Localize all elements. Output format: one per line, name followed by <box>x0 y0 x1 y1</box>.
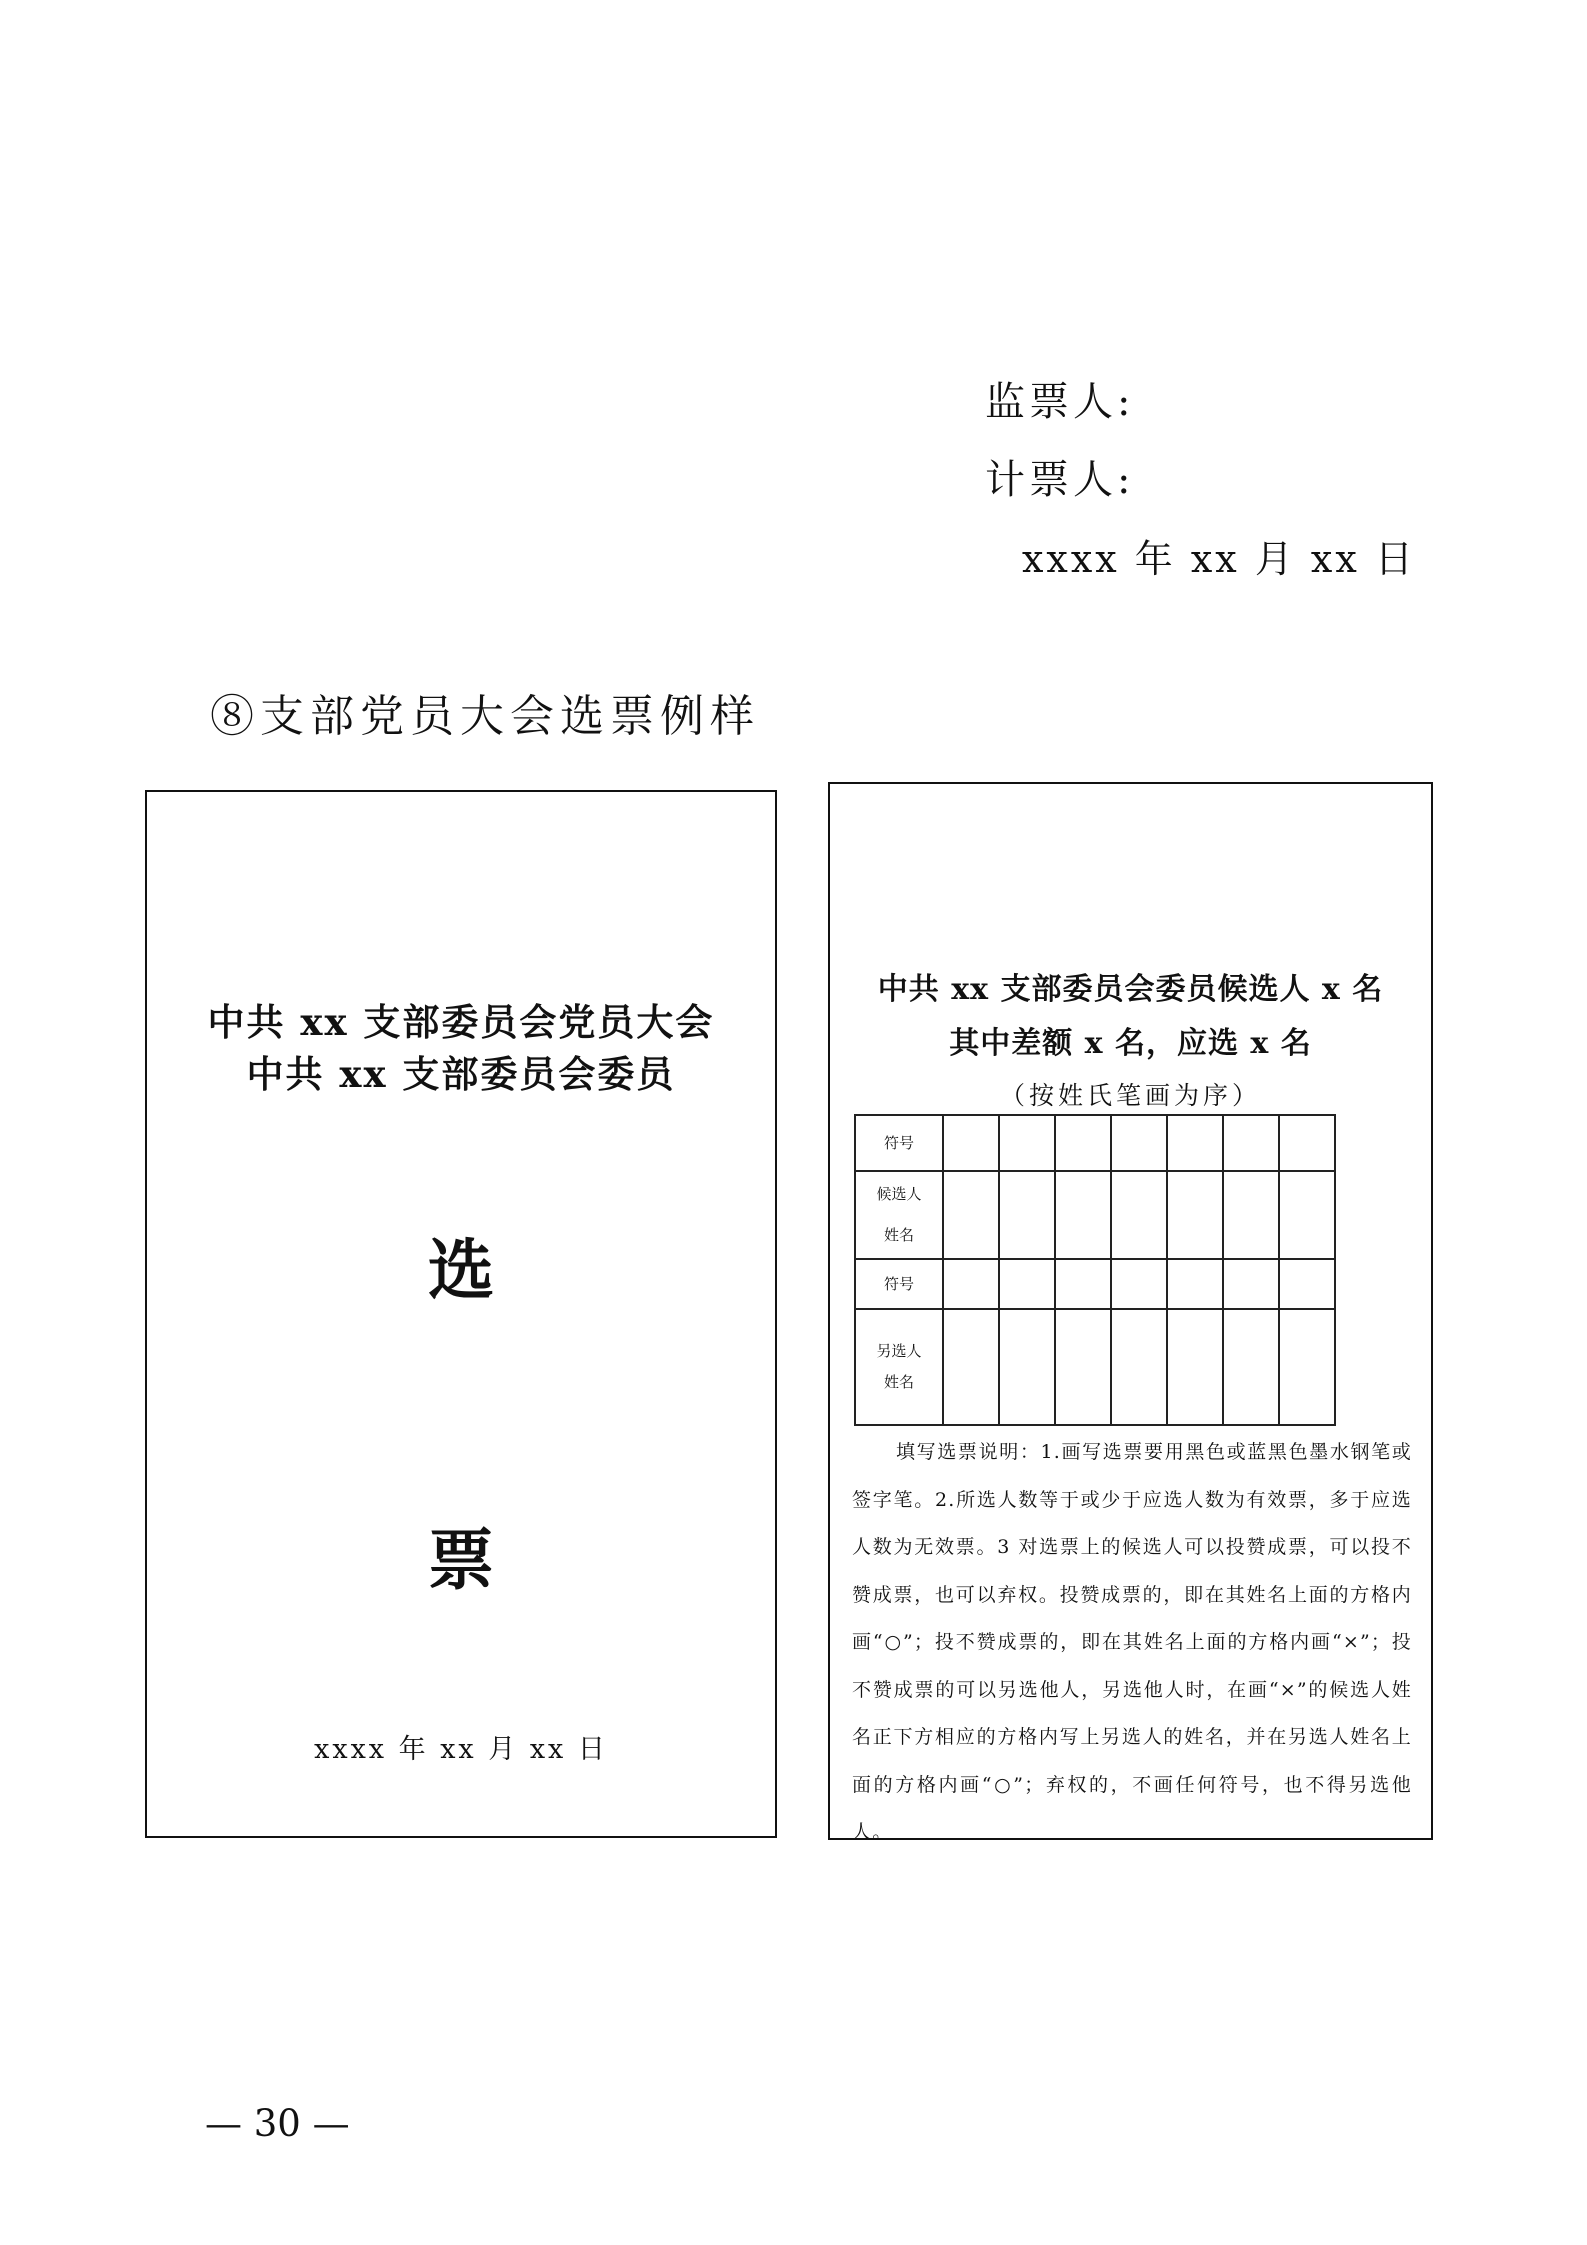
other-name-field[interactable] <box>1055 1309 1111 1425</box>
scrutineer-label: 监票人: <box>985 379 1135 425</box>
other-name-field[interactable] <box>1167 1309 1223 1425</box>
other-vote-box[interactable] <box>1223 1259 1279 1309</box>
other-vote-box[interactable] <box>999 1259 1055 1309</box>
row-label-symbol2: 符号 <box>855 1259 943 1309</box>
vote-box[interactable] <box>943 1115 999 1171</box>
ballot-row-candidate <box>855 1171 1335 1259</box>
candidate-name-cell <box>1167 1171 1223 1259</box>
row-label-candidate-line1: 候选人 <box>876 1185 922 1203</box>
vote-box[interactable] <box>1055 1115 1111 1171</box>
signature-date: xxxx 年 xx 月 xx 日 <box>1022 537 1416 581</box>
candidate-name-cell <box>943 1171 999 1259</box>
row-label-candidate-name <box>855 1171 943 1259</box>
ballot-row-symbol2 <box>855 1259 1335 1309</box>
candidate-name-cell <box>1279 1171 1335 1259</box>
other-name-field[interactable] <box>1279 1309 1335 1425</box>
row-label-symbol: 符号 <box>855 1115 943 1171</box>
ballot-title-line1: 中共 xx 支部委员会委员候选人 x 名 <box>877 972 1384 1007</box>
row-label-other-name <box>855 1309 943 1425</box>
cover-title-line2: 中共 xx 支部委员会委员 <box>246 1052 676 1096</box>
candidate-name-cell <box>999 1171 1055 1259</box>
ballot-row-other <box>855 1309 1335 1425</box>
cover-date: xxxx 年 xx 月 xx 日 <box>314 1734 608 1765</box>
ballot-instructions: 填写选票说明：1.画写选票要用黑色或蓝黑色墨水钢笔或签字笔。2.所选人数等于或少于应选人数为有效票，多于应选人数为无效票。3 对选票上的候选人可以投赞成票，可以投不赞成票，也可以弃权。投赞成票的，即在其姓名上面的方格内画“○”；投不赞成票的，即在其姓名上面的方格内画“×”；投不赞成票的可以另选他人，另选他人时，在画“×”的候选人姓名正下方相应的方格内写上另选人的姓名，并在另选人姓名上面的方格内画“○”；弃权的，不画任何符号，也不得另选他人。 <box>852 1441 1412 1843</box>
vote-box[interactable] <box>999 1115 1055 1171</box>
row-label-candidate-line2: 姓名 <box>883 1226 914 1244</box>
candidate-name-cell <box>1055 1171 1111 1259</box>
other-name-field[interactable] <box>1111 1309 1167 1425</box>
other-vote-box[interactable] <box>1055 1259 1111 1309</box>
other-vote-box[interactable] <box>1167 1259 1223 1309</box>
page-number: — 30 — <box>205 2102 350 2145</box>
other-name-field[interactable] <box>943 1309 999 1425</box>
other-name-field[interactable] <box>999 1309 1055 1425</box>
other-vote-box[interactable] <box>943 1259 999 1309</box>
ballot-title-line2: 其中差额 x 名，应选 x 名 <box>949 1026 1312 1061</box>
candidate-name-cell <box>1223 1171 1279 1259</box>
ballot-grid <box>854 1114 1336 1426</box>
ballot-order-note: （按姓氏笔画为序） <box>999 1081 1261 1110</box>
other-vote-box[interactable] <box>1111 1259 1167 1309</box>
row-label-other-line1: 另选人 <box>876 1342 922 1360</box>
vote-box[interactable] <box>1279 1115 1335 1171</box>
other-name-field[interactable] <box>1223 1309 1279 1425</box>
cover-title-line1: 中共 xx 支部委员会党员大会 <box>207 1000 715 1044</box>
cover-big-char-piao: 票 <box>428 1521 494 1599</box>
vote-box[interactable] <box>1167 1115 1223 1171</box>
cover-big-char-xuan: 选 <box>428 1231 494 1309</box>
section-heading: ⑧支部党员大会选票例样 <box>210 691 760 742</box>
counter-label: 计票人: <box>985 457 1135 503</box>
candidate-name-cell <box>1111 1171 1167 1259</box>
other-vote-box[interactable] <box>1279 1259 1335 1309</box>
vote-box[interactable] <box>1223 1115 1279 1171</box>
ballot-cover-card <box>145 790 777 1838</box>
row-label-other-line2: 姓名 <box>883 1373 914 1391</box>
vote-box[interactable] <box>1111 1115 1167 1171</box>
ballot-row-symbol <box>855 1115 1335 1171</box>
ballot-inner-card <box>828 782 1433 1843</box>
